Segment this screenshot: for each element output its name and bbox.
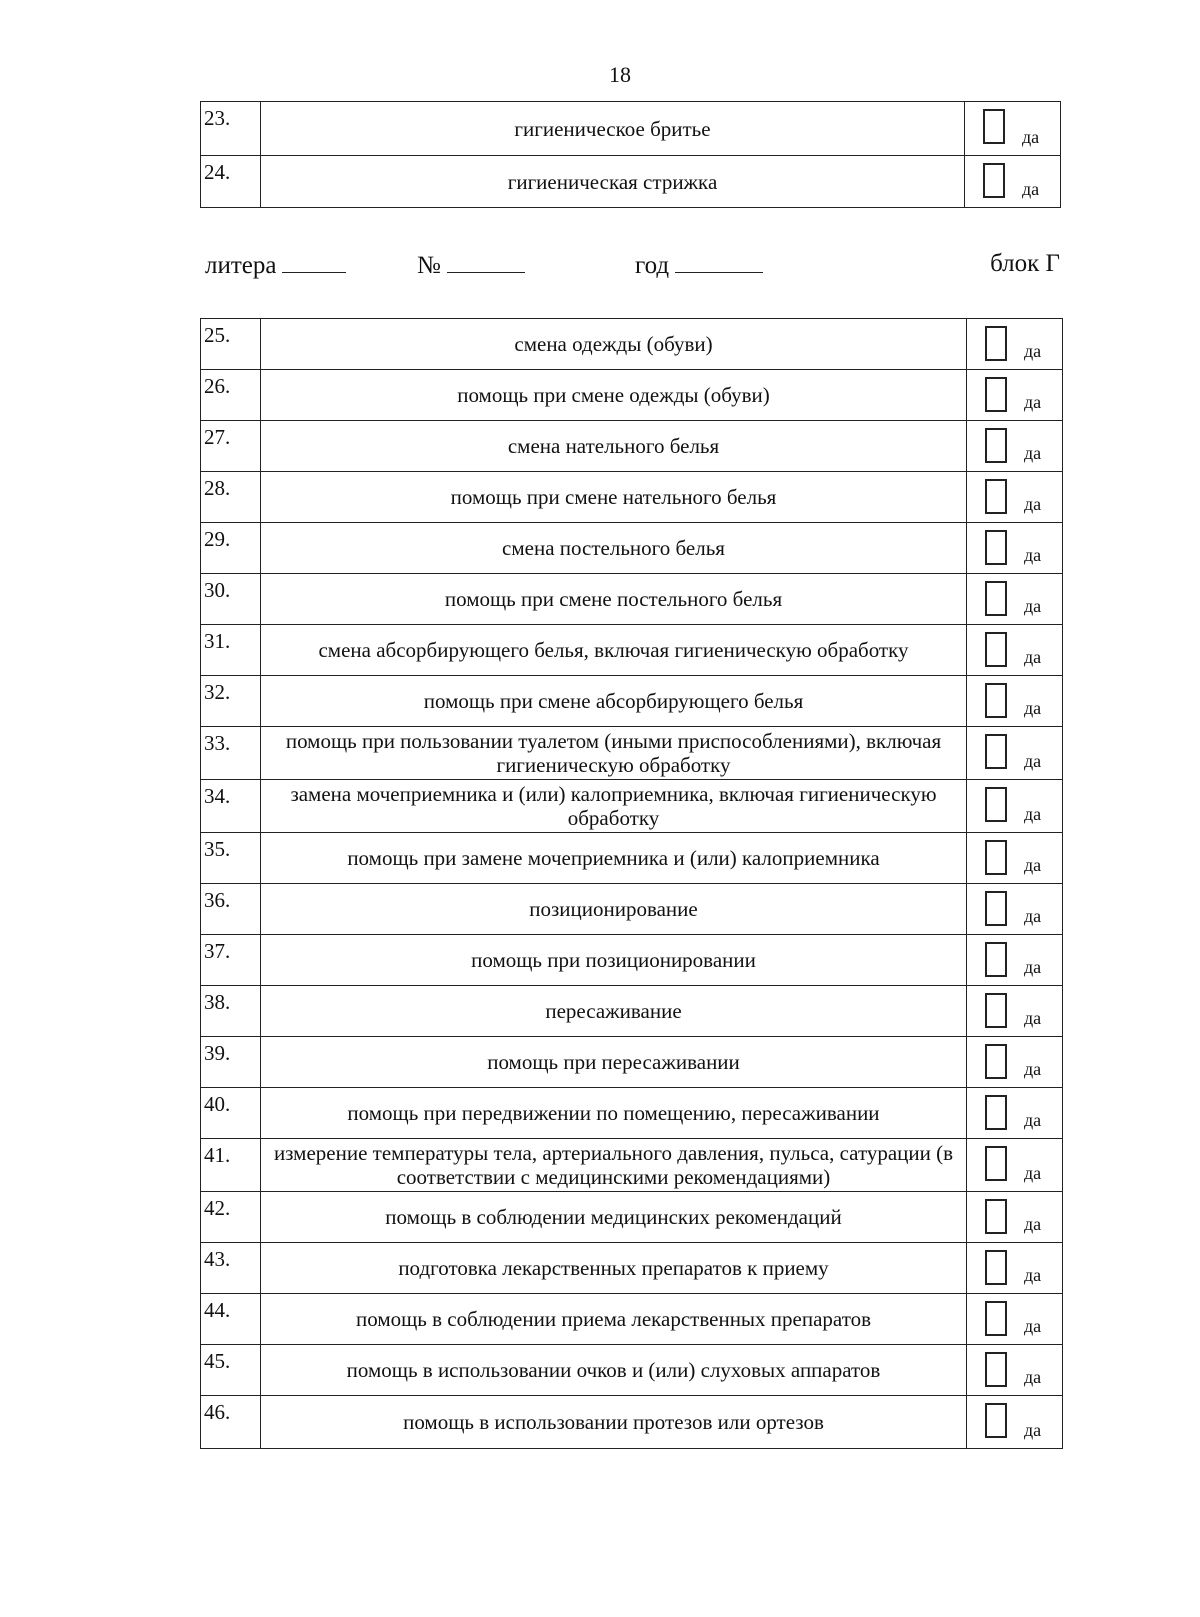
row-number: 34. <box>201 780 261 833</box>
yes-label: да <box>1024 545 1042 565</box>
table-row <box>201 1345 1063 1396</box>
service-description: помощь при пересаживании <box>261 1037 967 1088</box>
table-row <box>201 727 1063 780</box>
yes-checkbox-cell <box>967 1345 1063 1396</box>
row-number: 35. <box>201 833 261 884</box>
yes-label: да <box>1024 1367 1042 1387</box>
yes-checkbox[interactable] <box>985 1095 1007 1130</box>
service-description: помощь при позиционировании <box>261 935 967 986</box>
service-description: замена мочеприемника и (или) калоприемника, включая гигиеническую обработку <box>261 780 967 833</box>
service-description: пересаживание <box>261 986 967 1037</box>
yes-checkbox[interactable] <box>985 891 1007 926</box>
yes-label: да <box>1024 906 1042 926</box>
table-row <box>201 1037 1063 1088</box>
yes-checkbox-cell <box>967 1294 1063 1345</box>
yes-checkbox[interactable] <box>985 993 1007 1028</box>
row-number: 24. <box>201 156 261 208</box>
yes-label: да <box>1022 179 1040 199</box>
yes-checkbox-cell <box>967 676 1063 727</box>
table-row <box>201 472 1063 523</box>
yes-checkbox[interactable] <box>985 1199 1007 1234</box>
yes-label: да <box>1024 804 1042 824</box>
yes-checkbox[interactable] <box>985 581 1007 616</box>
yes-label: да <box>1024 751 1042 771</box>
yes-label: да <box>1024 1265 1042 1285</box>
row-number: 41. <box>201 1139 261 1192</box>
service-description: помощь при замене мочеприемника и (или) калоприемника <box>261 833 967 884</box>
row-number: 29. <box>201 523 261 574</box>
table-row <box>201 833 1063 884</box>
yes-checkbox-cell <box>967 884 1063 935</box>
row-number: 33. <box>201 727 261 780</box>
table-row <box>201 625 1063 676</box>
service-description: помощь при смене абсорбирующего белья <box>261 676 967 727</box>
row-number: 23. <box>201 102 261 156</box>
yes-label: да <box>1024 698 1042 718</box>
yes-checkbox[interactable] <box>983 163 1005 198</box>
table-row <box>201 574 1063 625</box>
number-field <box>417 250 525 280</box>
table-row <box>201 102 1061 156</box>
table-row <box>201 1192 1063 1243</box>
yes-label: да <box>1024 855 1042 875</box>
row-number: 43. <box>201 1243 261 1294</box>
yes-checkbox-cell <box>967 319 1063 370</box>
yes-label: да <box>1024 1059 1042 1079</box>
number-label: № <box>417 252 441 279</box>
row-number: 40. <box>201 1088 261 1139</box>
row-number: 32. <box>201 676 261 727</box>
yes-checkbox[interactable] <box>985 1403 1007 1438</box>
yes-checkbox[interactable] <box>985 1352 1007 1387</box>
service-description: помощь при смене нательного белья <box>261 472 967 523</box>
service-description: помощь в соблюдении медицинских рекомендаций <box>261 1192 967 1243</box>
yes-checkbox[interactable] <box>985 632 1007 667</box>
yes-label: да <box>1024 957 1042 977</box>
table-row <box>201 1396 1063 1449</box>
year-field <box>635 250 763 280</box>
yes-label: да <box>1024 341 1042 361</box>
yes-checkbox[interactable] <box>985 1250 1007 1285</box>
table-row <box>201 156 1061 208</box>
litera-field <box>205 250 346 280</box>
table-row <box>201 1088 1063 1139</box>
service-description: гигиеническое бритье <box>261 102 965 156</box>
row-number: 42. <box>201 1192 261 1243</box>
row-number: 38. <box>201 986 261 1037</box>
yes-checkbox[interactable] <box>985 530 1007 565</box>
row-number: 36. <box>201 884 261 935</box>
service-description: помощь при смене постельного белья <box>261 574 967 625</box>
yes-checkbox-cell <box>967 727 1063 780</box>
yes-label: да <box>1024 1420 1042 1440</box>
yes-label: да <box>1024 1163 1042 1183</box>
yes-checkbox[interactable] <box>985 326 1007 361</box>
service-description: помощь в соблюдении приема лекарственных препаратов <box>261 1294 967 1345</box>
yes-label: да <box>1024 1214 1042 1234</box>
row-number: 45. <box>201 1345 261 1396</box>
yes-checkbox[interactable] <box>985 377 1007 412</box>
row-number: 30. <box>201 574 261 625</box>
table-row <box>201 523 1063 574</box>
table-row <box>201 421 1063 472</box>
row-number: 39. <box>201 1037 261 1088</box>
table-row <box>201 1139 1063 1192</box>
service-description: позиционирование <box>261 884 967 935</box>
service-description: помощь при передвижении по помещению, пересаживании <box>261 1088 967 1139</box>
table-row <box>201 370 1063 421</box>
row-number: 37. <box>201 935 261 986</box>
yes-checkbox-cell <box>967 780 1063 833</box>
row-number: 25. <box>201 319 261 370</box>
year-label: год <box>635 252 670 279</box>
yes-checkbox[interactable] <box>983 109 1005 144</box>
yes-checkbox[interactable] <box>985 1301 1007 1336</box>
block-label: блок Г <box>990 250 1060 277</box>
yes-label: да <box>1022 127 1040 147</box>
table-row <box>201 319 1063 370</box>
row-number: 44. <box>201 1294 261 1345</box>
yes-checkbox-cell <box>967 523 1063 574</box>
table-row <box>201 935 1063 986</box>
row-number: 27. <box>201 421 261 472</box>
table-row <box>201 1294 1063 1345</box>
yes-checkbox-cell <box>967 986 1063 1037</box>
yes-checkbox[interactable] <box>985 1044 1007 1079</box>
yes-checkbox[interactable] <box>985 479 1007 514</box>
yes-checkbox-cell <box>967 935 1063 986</box>
service-description: смена нательного белья <box>261 421 967 472</box>
services-table-main <box>200 318 1063 1449</box>
yes-checkbox[interactable] <box>985 840 1007 875</box>
row-number: 31. <box>201 625 261 676</box>
yes-checkbox[interactable] <box>985 1146 1007 1181</box>
yes-checkbox-cell <box>967 1088 1063 1139</box>
row-number: 26. <box>201 370 261 421</box>
yes-label: да <box>1024 1110 1042 1130</box>
yes-checkbox-cell <box>967 1139 1063 1192</box>
service-description: измерение температуры тела, артериального давления, пульса, сатурации (в соответствии с медицинскими рекомендациями) <box>261 1139 967 1192</box>
service-description: смена одежды (обуви) <box>261 319 967 370</box>
yes-checkbox-cell <box>967 1243 1063 1294</box>
yes-label: да <box>1024 392 1042 412</box>
number-blank[interactable] <box>447 250 525 273</box>
table-row <box>201 676 1063 727</box>
yes-label: да <box>1024 596 1042 616</box>
yes-checkbox-cell <box>967 1192 1063 1243</box>
yes-checkbox[interactable] <box>985 428 1007 463</box>
service-description: помощь в использовании очков и (или) слуховых аппаратов <box>261 1345 967 1396</box>
yes-checkbox-cell <box>967 421 1063 472</box>
table-row <box>201 780 1063 833</box>
litera-blank[interactable] <box>282 250 346 273</box>
yes-label: да <box>1024 443 1042 463</box>
service-description: помощь при пользовании туалетом (иными приспособлениями), включая гигиеническую обработку <box>261 727 967 780</box>
form-meta-line <box>205 250 1060 290</box>
yes-checkbox-cell <box>967 833 1063 884</box>
yes-checkbox-cell <box>967 574 1063 625</box>
table-row <box>201 1243 1063 1294</box>
page-number: 18 <box>609 62 631 87</box>
table-row <box>201 884 1063 935</box>
yes-checkbox-cell <box>967 625 1063 676</box>
yes-checkbox-cell <box>967 472 1063 523</box>
yes-checkbox-cell <box>967 1037 1063 1088</box>
yes-label: да <box>1024 494 1042 514</box>
yes-label: да <box>1024 1316 1042 1336</box>
service-description: смена постельного белья <box>261 523 967 574</box>
services-table-top <box>200 101 1061 208</box>
service-description: смена абсорбирующего белья, включая гигиеническую обработку <box>261 625 967 676</box>
yes-checkbox-cell <box>965 102 1061 156</box>
year-blank[interactable] <box>675 250 763 273</box>
yes-checkbox-cell <box>967 370 1063 421</box>
yes-checkbox[interactable] <box>985 942 1007 977</box>
row-number: 28. <box>201 472 261 523</box>
service-description: помощь при смене одежды (обуви) <box>261 370 967 421</box>
yes-label: да <box>1024 647 1042 667</box>
row-number: 46. <box>201 1396 261 1449</box>
yes-checkbox[interactable] <box>985 734 1007 769</box>
service-description: гигиеническая стрижка <box>261 156 965 208</box>
table-row <box>201 986 1063 1037</box>
yes-checkbox-cell <box>965 156 1061 208</box>
service-description: помощь в использовании протезов или ортезов <box>261 1396 967 1449</box>
yes-label: да <box>1024 1008 1042 1028</box>
service-description: подготовка лекарственных препаратов к приему <box>261 1243 967 1294</box>
yes-checkbox[interactable] <box>985 683 1007 718</box>
litera-label: литера <box>205 252 277 279</box>
yes-checkbox-cell <box>967 1396 1063 1449</box>
yes-checkbox[interactable] <box>985 787 1007 822</box>
